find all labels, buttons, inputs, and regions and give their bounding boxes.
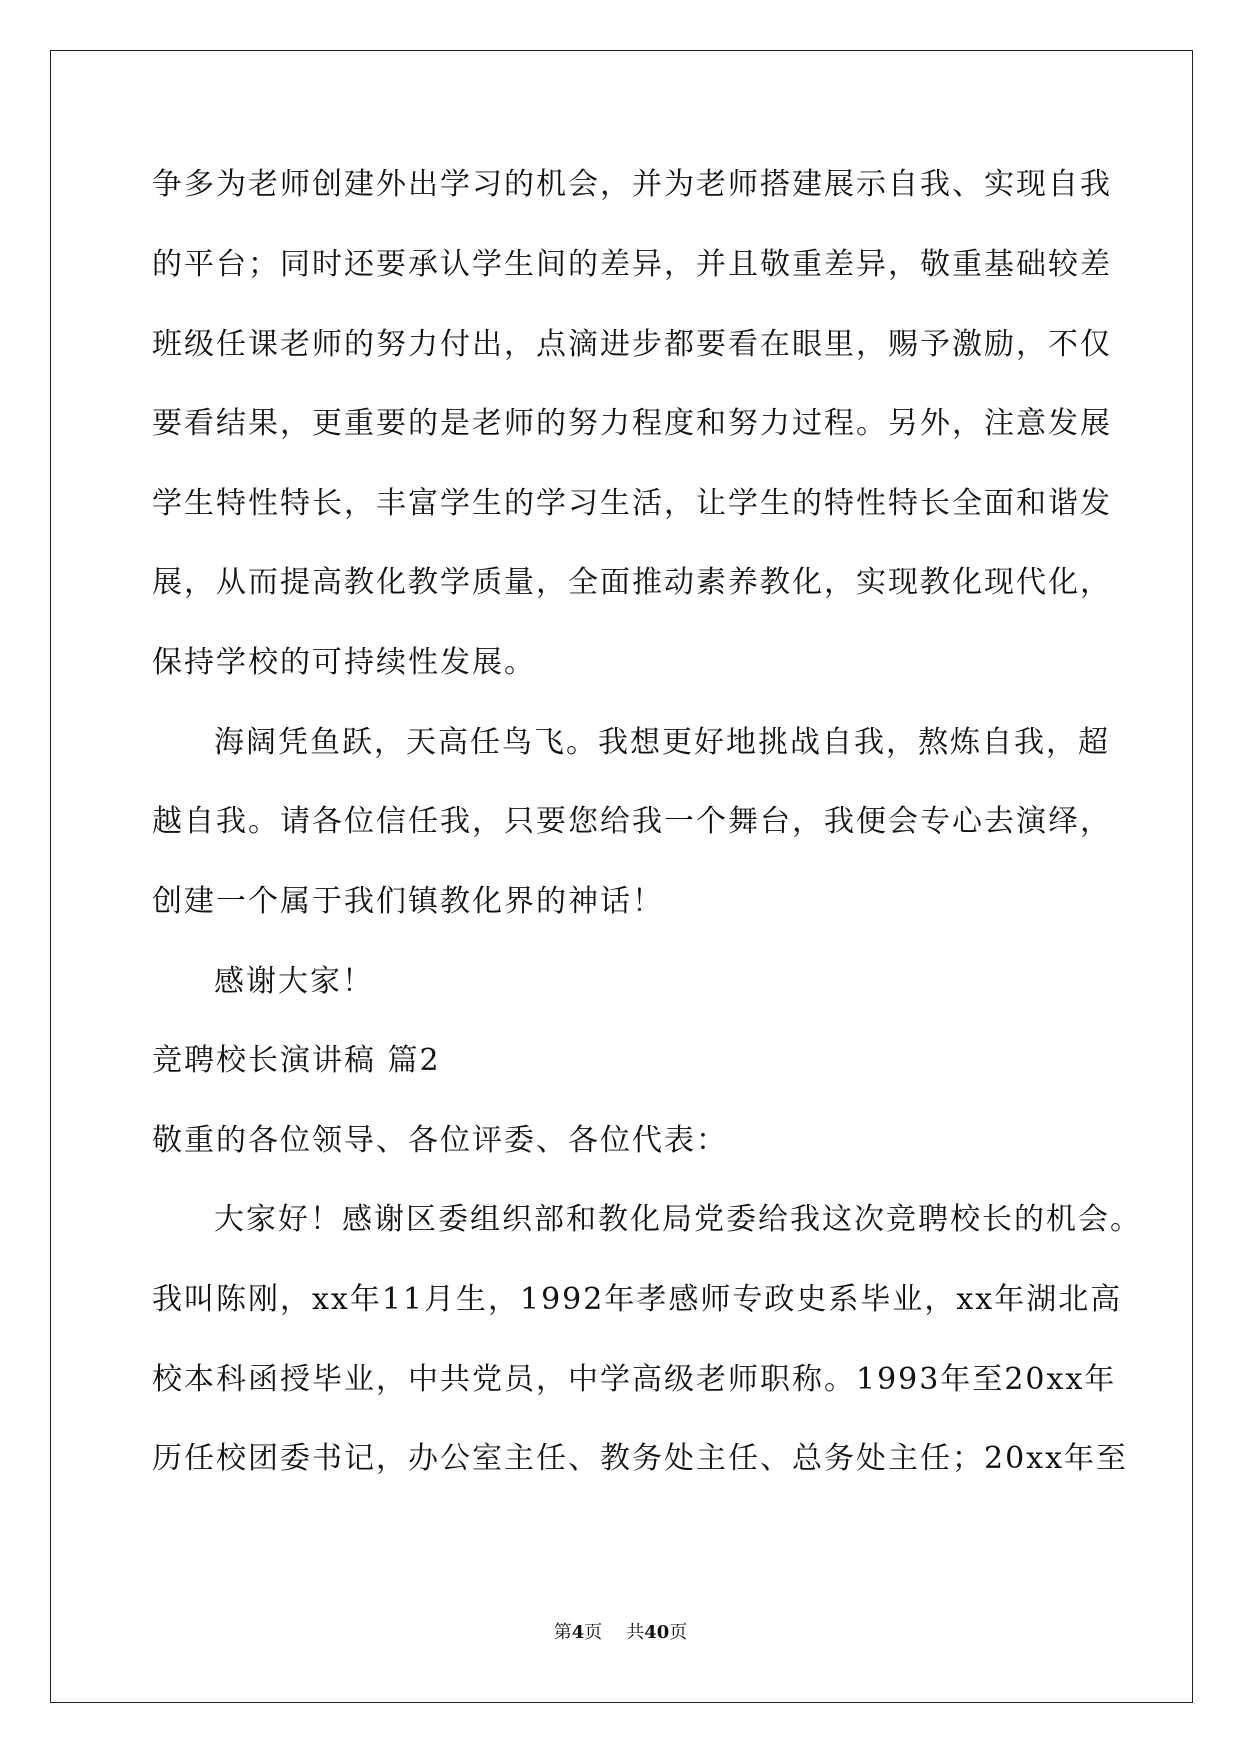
page-prefix: 第 bbox=[553, 1622, 572, 1643]
paragraph-first-line: 海阔凭鱼跃，天高任鸟飞。我想更好地挑战自我，熬炼自我，超 bbox=[214, 725, 1110, 760]
page-footer bbox=[0, 1621, 1241, 1645]
page-suffix: 页 bbox=[584, 1622, 603, 1643]
text-line: 校本科函授毕业，中共党员，中学高级老师职称。1993年至20xx年 bbox=[152, 1362, 1117, 1397]
total-prefix: 共 bbox=[626, 1622, 645, 1643]
text-line: 创建一个属于我们镇教化界的神话！ bbox=[152, 884, 664, 919]
text-line: 展，从而提高教化教学质量，全面推动素养教化，实现教化现代化， bbox=[152, 565, 1112, 600]
paragraph-first-line: 感谢大家！ bbox=[214, 964, 374, 999]
text-line: 历任校团委书记，办公室主任、教务处主任、总务处主任；20xx年至 bbox=[152, 1441, 1129, 1476]
page-number: 4 bbox=[571, 1622, 585, 1643]
text-line: 越自我。请各位信任我，只要您给我一个舞台，我便会专心去演绎， bbox=[152, 804, 1112, 839]
text-line: 班级任课老师的努力付出，点滴进步都要看在眼里，赐予激励，不仅 bbox=[152, 327, 1112, 362]
paragraph-first-line: 大家好！感谢区委组织部和教化局党委给我这次竞聘校长的机会。 bbox=[214, 1202, 1142, 1237]
total-suffix: 页 bbox=[669, 1622, 688, 1643]
section-heading: 竞聘校长演讲稿 篇2 bbox=[152, 1043, 441, 1078]
total-pages: 40 bbox=[644, 1622, 670, 1643]
salutation: 敬重的各位领导、各位评委、各位代表： bbox=[152, 1123, 728, 1158]
text-line: 学生特性特长，丰富学生的学习生活，让学生的特性特长全面和谐发 bbox=[152, 486, 1112, 521]
text-line: 保持学校的可持续性发展。 bbox=[152, 645, 536, 680]
text-line: 争多为老师创建外出学习的机会，并为老师搭建展示自我、实现自我 bbox=[152, 167, 1112, 202]
text-line: 的平台；同时还要承认学生间的差异，并且敬重差异，敬重基础较差 bbox=[152, 247, 1112, 282]
text-line: 要看结果，更重要的是老师的努力程度和努力过程。另外，注意发展 bbox=[152, 406, 1112, 441]
text-line: 我叫陈刚，xx年11月生，1992年孝感师专政史系毕业，xx年湖北高 bbox=[152, 1282, 1123, 1317]
